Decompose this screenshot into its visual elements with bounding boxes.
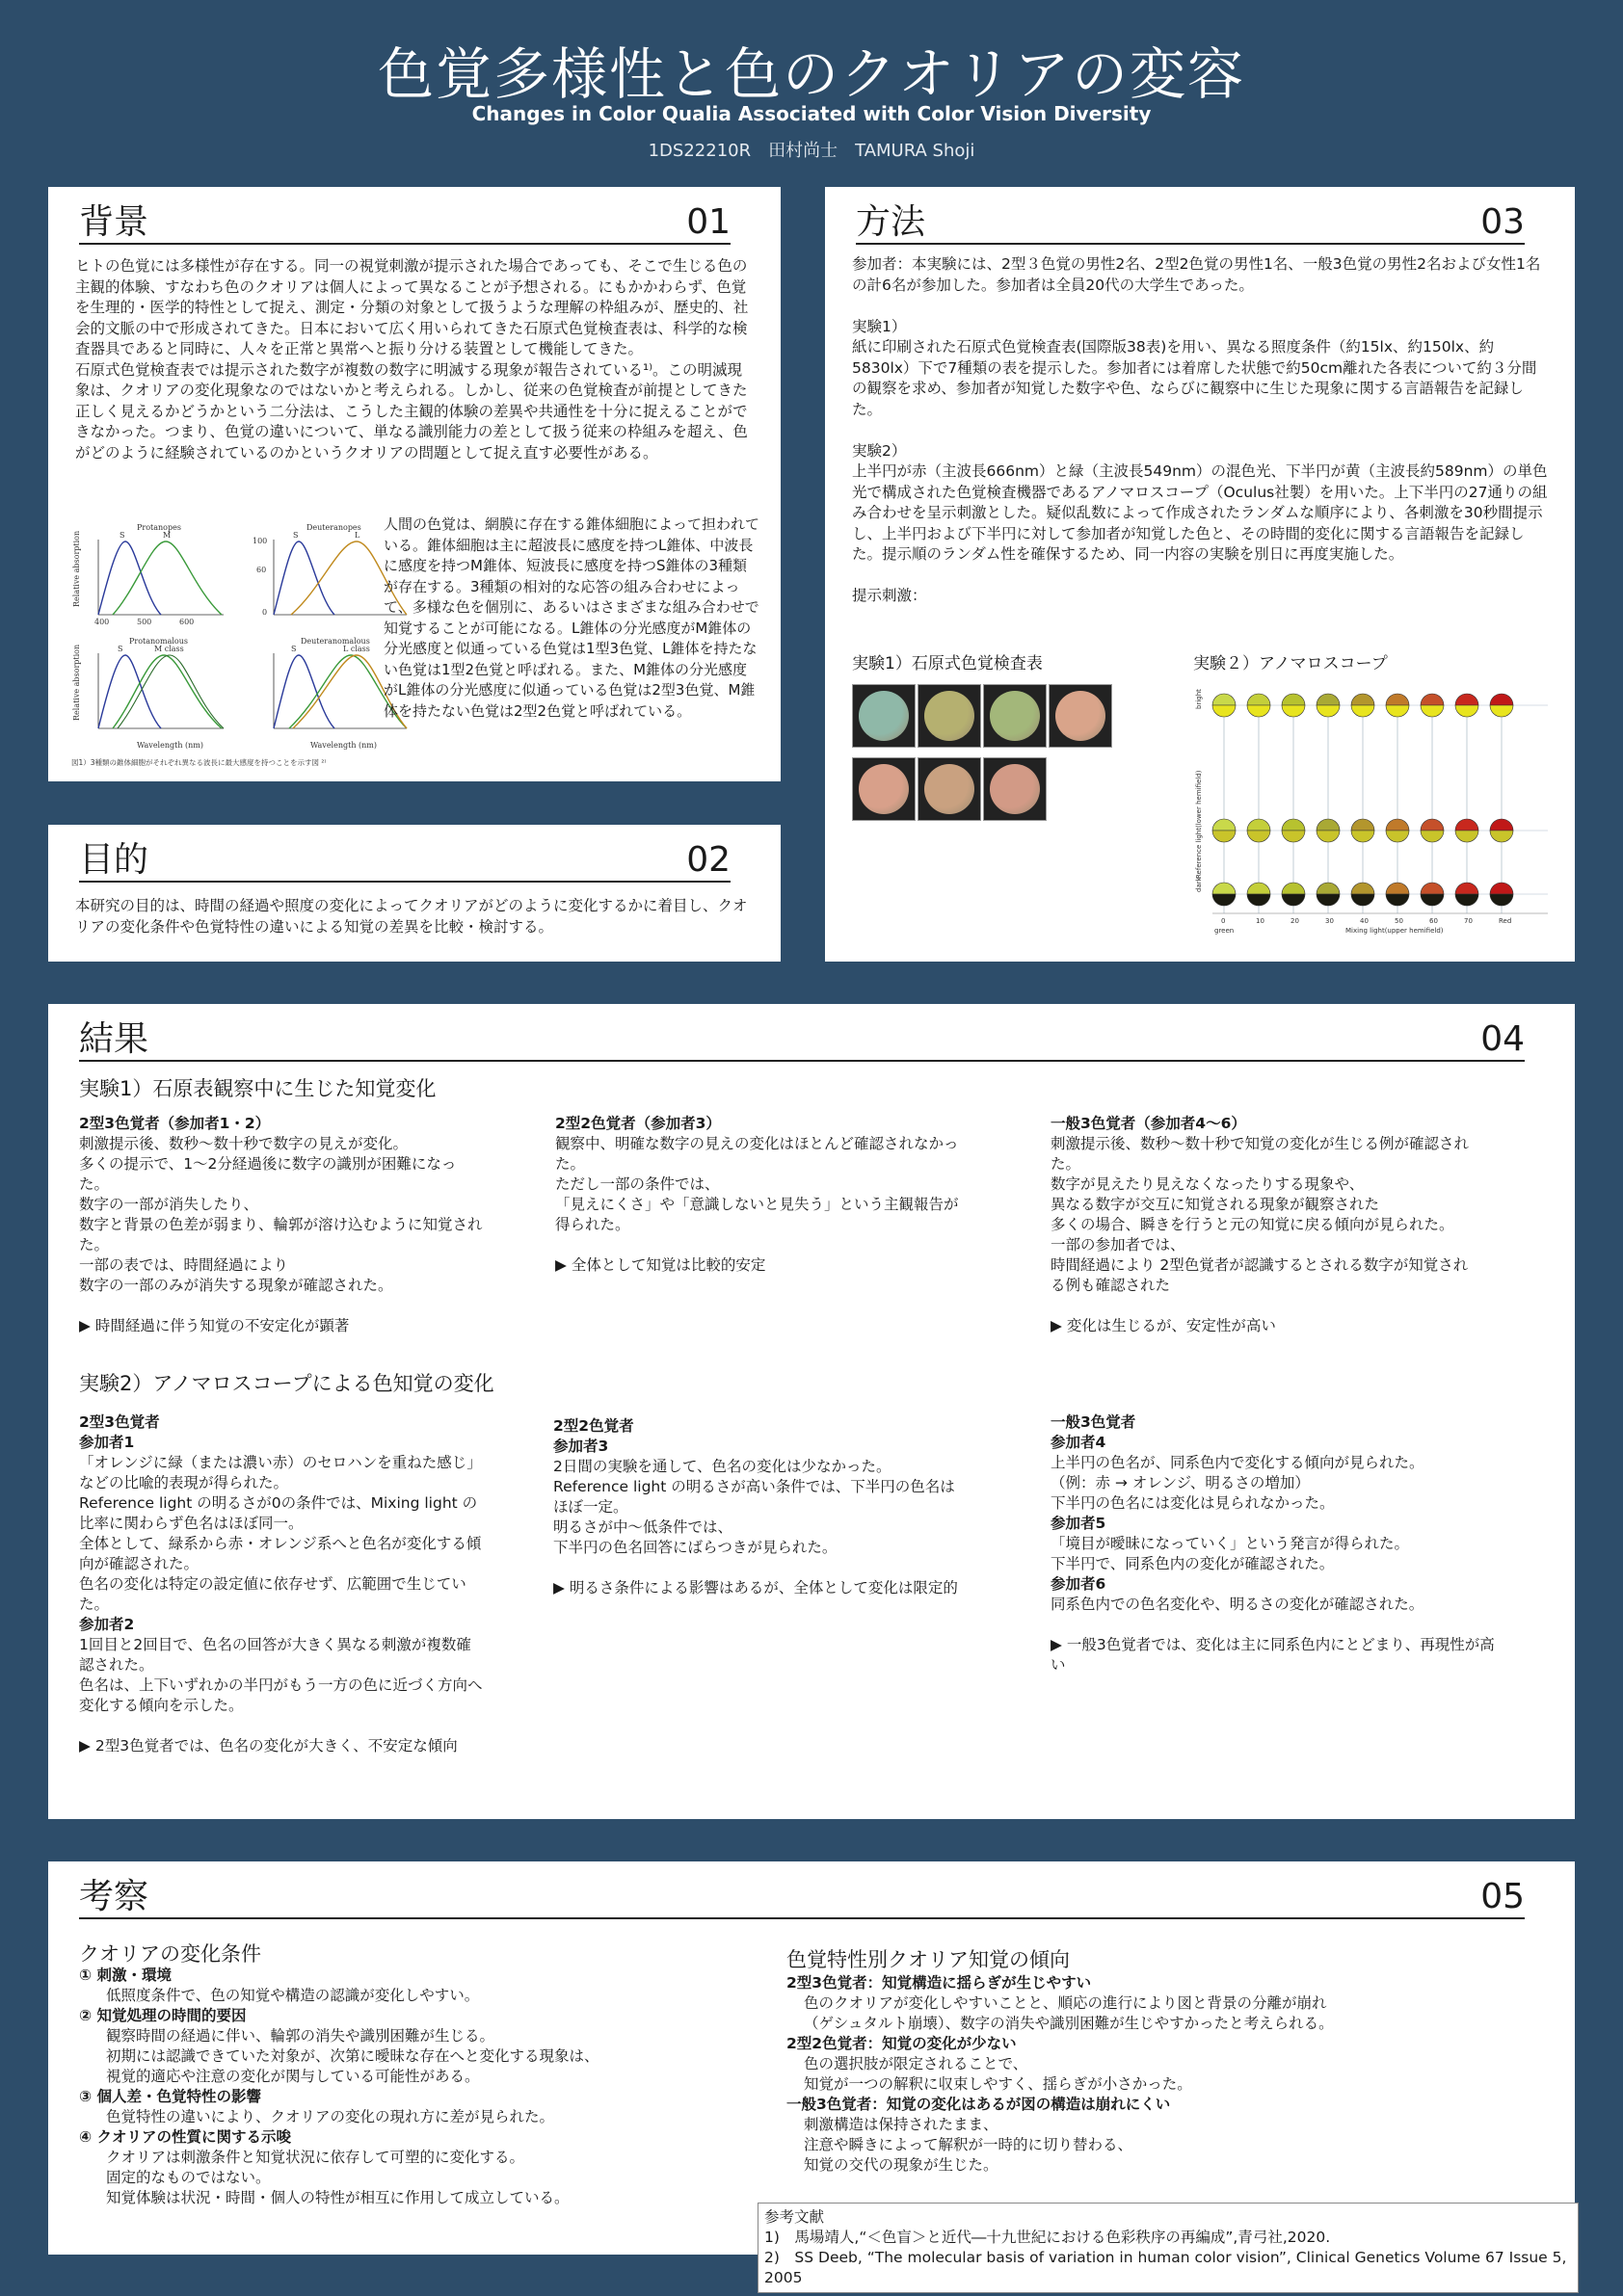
ishihara-plate (983, 684, 1047, 748)
purpose-panel (48, 825, 781, 962)
fig-curve-label: M (163, 531, 172, 540)
col-body: 刺激提示後、数秒～数十秒で知覚の変化が生じる例が確認された。 数字が見えたり見えなくなったりする現象や、 異なる数字が交互に知覚される現象が観察された 多くの場合、瞬きを行うと元の知覚に戻る傾向が見られた。 一部の参加者では、 時間経過により 2型色覚者が認識するとされる数字が知覚される例も確認された (1051, 1135, 1470, 1294)
poster-author: 1DS22210R 田村尚士 TAMURA Shoji (648, 141, 975, 161)
anomalo-upper-half (1455, 819, 1478, 831)
anomalo-upper-half (1455, 883, 1478, 894)
col-conclusion: ▶ 変化は生じるが、安定性が高い (1051, 1317, 1276, 1334)
anomalo-lower-half (1212, 831, 1236, 842)
discussion-panel (48, 1861, 1575, 2255)
participant-label: 参加者3 (553, 1438, 609, 1455)
anomalo-row-label: Reference light(lower hemifield) (1195, 770, 1203, 879)
fig-tick: 400 (94, 618, 110, 626)
fig-panel-title: Deuteranopes (306, 523, 361, 532)
anomalo-tick: 50 (1395, 917, 1403, 925)
anomaloscope-figure (1191, 676, 1557, 937)
anomalo-tick: 30 (1325, 917, 1334, 925)
anomalo-lower-half (1282, 894, 1305, 906)
anomalo-lower-half (1386, 894, 1409, 906)
anomalo-lower-half (1490, 705, 1513, 717)
fig-curve-label: L (355, 531, 360, 540)
anomalo-lower-half (1282, 705, 1305, 717)
fig-curve-label: L class (343, 645, 370, 653)
item-head: ① 刺激・環境 (79, 1966, 173, 1984)
col-conclusion: ▶ 全体として知覚は比較的安定 (555, 1256, 766, 1274)
section-title: 方法 (856, 202, 926, 242)
references-title: 参考文献 (764, 2208, 825, 2226)
fig-ylabel: Relative absorption (72, 530, 81, 607)
discussion-header (79, 1877, 1525, 1919)
section-number: 05 (1480, 1877, 1525, 1916)
section-number: 02 (686, 840, 731, 880)
anomalo-upper-half (1455, 694, 1478, 705)
section-title: 結果 (79, 1019, 149, 1059)
col-conclusion: ▶ 2型3色覚者では、色名の変化が大きく、不安定な傾向 (79, 1737, 458, 1755)
col-head: 2型3色覚者 (79, 1413, 160, 1431)
item-body: クオリアは刺激条件と知覚状況に依存して可塑的に変化する。 固定的なものではない。 知覚体験は状況・時間・個人の特性が相互に作用して成立している。 (106, 2149, 570, 2206)
background-text: ヒトの色覚には多様性が存在する。同一の視覚刺激が提示された場合であっても、そこで生じる色の主観的体験、すなわち色のクオリアは個人によって異なることが予想される。にもかかわらず、色覚を生理的・医学的特性として捉え、測定・分類の対象として扱うような理解の枠組みが、歴史的、社会的文脈の中で形成されてきた。日本において広く用いられてきた石原式色覚検査表は、科学的な検査器具であると同時に、人々を正常と異常へと振り分ける装置として機能してきた。 石原式色覚検査表では提示された数字が複数の数字に明滅する現象が報告されている¹⁾。この明滅現象は、クオリアの変化現象なのではないかと考えられる。しかし、従来の色覚検査が前提としてきた正しく見えるかどうかという二分法は、こうした主観的体験の差異や共通性を十分に捉えることができなかった。つまり、色覚の違いについて、単なる識別能力の差として扱う従来の枠組みを超え、色がどのように経験されているのかというクオリアの問題として捉え直す必要性がある。 (75, 257, 749, 462)
reference-item: 2) SS Deeb, “The molecular basis of variation in human color vision”, Clinical Genetics Volume 67 Issue 5, 2005 (764, 2249, 1567, 2286)
exp2-col-normal-trichromat (1051, 1412, 1503, 1676)
item-head: ④ クオリアの性質に関する示唆 (79, 2128, 292, 2146)
stim2-label: 実験２）アノマロスコープ (1193, 654, 1388, 673)
fig-tick: 100 (253, 537, 268, 545)
ishihara-plate (852, 757, 916, 821)
plate-dot (859, 691, 909, 741)
ishihara-plate (1049, 684, 1112, 748)
exp2-col-type2-trichromat (79, 1412, 484, 1756)
discussion-left-list (79, 1966, 754, 2208)
anomalo-lower-half (1351, 705, 1374, 717)
section-title: 考察 (79, 1877, 149, 1916)
anomalo-upper-half (1421, 883, 1444, 894)
section-number: 04 (1480, 1019, 1525, 1059)
participant-body: 1回目と2回目で、色名の回答が大きく異なる刺激が複数確認された。 色名は、上下いずれかの半円がもう一方の色に近づく方向へ変化する傾向を示した。 (79, 1636, 483, 1714)
col-head: 一般3色覚者 (1051, 1413, 1136, 1431)
plate-dot (1055, 691, 1105, 741)
purpose-text: 本研究の目的は、時間の経過や照度の変化によってクオリアがどのように変化するかに着目し、クオリアの変化条件や色覚特性の違いによる知覚の差異を比較・検討する。 (75, 897, 748, 936)
participant-body: 上半円の色名が、同系色内で変化する傾向が見られた。 （例：赤 → オレンジ、明るさの増加） 下半円の色名には変化は見られなかった。 (1051, 1454, 1424, 1512)
anomalo-lower-half (1317, 831, 1340, 842)
anomalo-row-label: dark (1195, 877, 1203, 892)
col-conclusion: ▶ 時間経過に伴う知覚の不安定化が顕著 (79, 1317, 350, 1334)
participant-body: 2日間の実験を通して、色名の変化は少なかった。 Reference light の明るさが高い条件では、下半円の色名はほぼ一定。 明るさが中～低条件では、 下半円の色名回答にばらつきが見られた。 (553, 1458, 955, 1556)
fig-tick: 60 (256, 566, 267, 574)
participant-body: 「オレンジに緑（または濃い赤）のセロハンを重ねた感じ」などの比喩的表現が得られた。 Reference light の明るさが0の条件では、Mixing light の比率に関わらず色名はほぼ同一。 全体として、緑系から赤・オレンジ系へと色名が変化する傾向が確認された。 色名の変化は特定の設定値に依存せず、広範囲で生じていた。 (79, 1454, 482, 1613)
anomalo-upper-half (1282, 883, 1305, 894)
col-body: 観察中、明確な数字の見えの変化はほとんど確認されなかった。 ただし一部の条件では、 「見えにくさ」や「意識しないと見失う」という主観報告が得られた。 (555, 1135, 959, 1233)
purpose-header (79, 840, 731, 883)
item-body: 低照度条件で、色の知覚や構造の認識が変化しやすい。 (106, 1987, 480, 2004)
reference-item: 1) 馬場靖人,“＜色盲＞と近代―十九世紀における色彩秩序の再編成”,青弓社,2020. (764, 2229, 1331, 2246)
anomalo-lower-half (1455, 705, 1478, 717)
anomalo-upper-half (1282, 819, 1305, 831)
discussion-right-list (786, 1973, 1548, 2176)
references-box (758, 2203, 1579, 2293)
exp2-title: 実験2）アノマロスコープによる色知覚の変化 (79, 1372, 494, 1395)
anomalo-tick: 10 (1256, 917, 1264, 925)
anomalo-upper-half (1212, 694, 1236, 705)
item-head: 2型2色覚者：知覚の変化が少ない (786, 2035, 1017, 2052)
anomalo-lower-half (1455, 831, 1478, 842)
col-conclusion: ▶ 明るさ条件による影響はあるが、全体として変化は限定的 (553, 1579, 958, 1597)
item-head: ② 知覚処理の時間的要因 (79, 2007, 247, 2024)
results-panel (48, 1004, 1575, 1819)
fig-panel-title: Deuteranomalous (301, 637, 370, 646)
fig-panel-title: Protanopes (137, 523, 181, 532)
ishihara-plate (918, 684, 981, 748)
item-body: 観察時間の経過に伴い、輪郭の消失や識別困難が生じる。 初期には認識できていた対象が、次第に曖昧な存在へと変化する現象は、 視覚的適応や注意の変化が関与している可能性がある。 (106, 2027, 599, 2085)
ishihara-plate (918, 757, 981, 821)
section-number: 03 (1480, 202, 1525, 242)
anomalo-upper-half (1317, 694, 1340, 705)
poster-title: 色覚多様性と色のクオリアの変容 (377, 41, 1245, 107)
discussion-left-title: クオリアの変化条件 (79, 1942, 261, 1966)
fig-panel-title: Protanomalous (129, 637, 188, 646)
background-panel (48, 187, 781, 781)
discussion-right-title: 色覚特性別クオリア知覚の傾向 (786, 1948, 1070, 1971)
item-head: 一般3色覚者：知覚の変化はあるが図の構造は崩れにくい (786, 2096, 1171, 2113)
anomalo-tick: 60 (1429, 917, 1438, 925)
anomalo-upper-half (1421, 819, 1444, 831)
anomalo-upper-half (1490, 883, 1513, 894)
anomalo-upper-half (1212, 819, 1236, 831)
fig-xlabel: Wavelength (nm) (137, 741, 204, 750)
fig-curve-label: S (293, 531, 299, 540)
section-number: 01 (686, 202, 731, 242)
anomalo-xlabel: Mixing light(upper hemifield) (1345, 927, 1444, 935)
participant-body: 同系色内での色名変化や、明るさの変化が確認された。 (1051, 1596, 1424, 1613)
ishihara-plate (852, 684, 916, 748)
exp1-col-normal-trichromat (1051, 1114, 1475, 1336)
fig-curve-label: S (120, 531, 125, 540)
fig-xlabel: Wavelength (nm) (310, 741, 378, 750)
item-head: 2型3色覚者：知覚構造に揺らぎが生じやすい (786, 1974, 1092, 1992)
anomalo-lower-half (1455, 894, 1478, 906)
anomalo-tick: 40 (1360, 917, 1369, 925)
results-header (79, 1019, 1525, 1062)
cone-sensitivity-figure (69, 520, 426, 773)
anomalo-row-label: bright (1195, 689, 1203, 709)
exp1-col-type2-trichromat (79, 1114, 484, 1336)
participant-label: 参加者4 (1051, 1434, 1106, 1451)
anomalo-lower-half (1490, 894, 1513, 906)
anomalo-upper-half (1351, 883, 1374, 894)
fig-curve-label: S (118, 645, 123, 653)
participant-label: 参加者1 (79, 1434, 135, 1451)
background-header (79, 202, 731, 245)
fig-caption: 図1）3種類の錐体細胞がそれぞれ異なる波長に最大感度を持つことを示す図 ²⁾ (71, 758, 327, 767)
anomalo-upper-half (1386, 694, 1409, 705)
col-head: 2型2色覚者 (553, 1417, 634, 1435)
anomalo-upper-half (1317, 883, 1340, 894)
section-title: 背景 (79, 202, 149, 242)
fig-curve-label: S (291, 645, 297, 653)
item-body: 色のクオリアが変化しやすいことと、順応の進行により図と背景の分離が崩れ （ゲシュタルト崩壊）、数字の消失や識別困難が生じやすかったと考えられる。 (804, 1994, 1334, 2032)
anomalo-lower-half (1386, 831, 1409, 842)
anomalo-x-left: green (1214, 927, 1235, 935)
anomalo-upper-half (1282, 694, 1305, 705)
anomalo-lower-half (1421, 831, 1444, 842)
participant-body: 「境目が曖昧になっていく」という発言が得られた。 下半円で、同系色内の変化が確認された。 (1051, 1535, 1410, 1572)
plate-dot (990, 764, 1040, 814)
anomalo-lower-half (1317, 894, 1340, 906)
method-text: 参加者：本実験には、2型３色覚の男性2名、2型2色覚の男性1名、一般3色覚の男性2名および女性1名の計6名が参加した。参加者は全員20代の大学生であった。 実験1） 紙に印刷された石原式色覚検査表(国際版38表)を用い、異なる照度条件（約15lx、約150lx、約5830lx）下で7種類の表を提示した。参加者には着席した状態で約50cm離れた各表について約３分間の観察を求め、参加者が知覚した数字や色、ならびに観察中に生じた現象に関する言語報告を記録した。 実験2） 上半円が赤（主波長666nm）と緑（主波長549nm）の混色光、下半円が黄（主波長約589nm）の単色光で構成された色覚検査機器であるアノマロスコープ（Oculus社製）を用いた。上下半円の27通りの組み合わせを呈示刺激とした。疑似乱数によって作成されたランダムな順序により、各刺激を30秒間提示し、上半円および下半円に対して参加者が知覚した色と、その時間的変化に関する言語報告を記録した。提示順のランダム性を確保するため、同一内容の実験を別日に再度実施した。 提示刺激： (852, 255, 1548, 604)
plate-dot (990, 691, 1040, 741)
anomalo-upper-half (1351, 819, 1374, 831)
anomalo-upper-half (1317, 819, 1340, 831)
anomalo-upper-half (1247, 883, 1270, 894)
anomalo-lower-half (1317, 705, 1340, 717)
participant-label: 参加者6 (1051, 1575, 1106, 1593)
item-body: 色の選択肢が限定されることで、 知覚が一つの解釈に収束しやすく、揺らぎが小さかった。 (804, 2055, 1192, 2093)
ishihara-plate (983, 757, 1047, 821)
anomalo-upper-half (1247, 694, 1270, 705)
fig-tick: 0 (262, 608, 268, 617)
anomalo-lower-half (1212, 894, 1236, 906)
col-body: 刺激提示後、数秒～数十秒で数字の見えが変化。 多くの提示で、1～2分経過後に数字の識別が困難になった。 数字の一部が消失したり、 数字と背景の色差が弱まり、輪郭が溶け込むように知覚された。 一部の表では、時間経過により 数字の一部のみが消失する現象が確認された。 (79, 1135, 483, 1294)
cone-explanation-text: 人間の色覚は、網膜に存在する錐体細胞によって担われている。錐体細胞は主に超波長に感度を持つL錐体、中波長に感度を持つM錐体、短波長に感度を持つS錐体の3種類が存在する。3種類の相対的な応答の組み合わせによって、多様な色を個別に、あるいはさまざまな組み合わせで知覚することが可能になる。L錐体の分光感度がM錐体の分光感度と似通っている色覚は1型3色覚、L錐体を持たない色覚は1型2色覚と呼ばれる。また、M錐体の分光感度がL錐体の分光感度に似通っている色覚は2型3色覚、M錐体を持たない色覚は2型2色覚と呼ばれている。 (384, 515, 760, 720)
anomalo-lower-half (1421, 705, 1444, 717)
stim1-label: 実験1）石原式色覚検査表 (852, 654, 1043, 673)
section-title: 目的 (79, 840, 149, 880)
poster-subtitle: Changes in Color Qualia Associated with Color Vision Diversity (471, 102, 1152, 125)
exp1-title: 実験1）石原表観察中に生じた知覚変化 (79, 1077, 437, 1100)
anomalo-tick: Red (1499, 917, 1512, 925)
plate-dot (924, 691, 974, 741)
anomalo-upper-half (1247, 819, 1270, 831)
anomalo-upper-half (1351, 694, 1374, 705)
exp2-col-type2-dichromat (553, 1416, 970, 1598)
anomalo-upper-half (1212, 883, 1236, 894)
method-panel (825, 187, 1575, 962)
anomalo-tick: 0 (1221, 917, 1226, 925)
exp1-col-type2-dichromat (555, 1114, 970, 1276)
anomalo-tick: 70 (1464, 917, 1473, 925)
anomalo-upper-half (1490, 819, 1513, 831)
col-head: 一般3色覚者（参加者4～6） (1051, 1115, 1246, 1132)
anomalo-lower-half (1351, 831, 1374, 842)
anomalo-lower-half (1247, 831, 1270, 842)
plate-dot (924, 764, 974, 814)
anomalo-lower-half (1247, 894, 1270, 906)
anomalo-upper-half (1421, 694, 1444, 705)
item-body: 刺激構造は保持されたまま、 注意や瞬きによって解釈が一時的に切り替わる、 知覚の交代の現象が生じた。 (804, 2116, 1133, 2174)
ishihara-plates (852, 684, 1122, 829)
item-head: ③ 個人差・色覚特性の影響 (79, 2088, 262, 2105)
anomalo-lower-half (1386, 705, 1409, 717)
anomalo-lower-half (1212, 705, 1236, 717)
anomalo-upper-half (1490, 694, 1513, 705)
method-header (856, 202, 1525, 245)
fig-curve-label: M class (154, 645, 184, 653)
anomalo-upper-half (1386, 819, 1409, 831)
col-head: 2型2色覚者（参加者3） (555, 1115, 721, 1132)
fig-tick: 600 (179, 618, 195, 626)
anomalo-lower-half (1490, 831, 1513, 842)
participant-label: 参加者2 (79, 1616, 135, 1633)
fig-tick: 500 (137, 618, 152, 626)
item-body: 色覚特性の違いにより、クオリアの変化の現れ方に差が見られた。 (106, 2108, 555, 2125)
col-head: 2型3色覚者（参加者1・2） (79, 1115, 271, 1132)
fig-ylabel: Relative absorption (72, 644, 81, 721)
anomalo-lower-half (1247, 705, 1270, 717)
anomalo-upper-half (1386, 883, 1409, 894)
participant-label: 参加者5 (1051, 1515, 1106, 1532)
plate-dot (859, 764, 909, 814)
anomalo-lower-half (1351, 894, 1374, 906)
col-conclusion: ▶ 一般3色覚者では、変化は主に同系色内にとどまり、再現性が高い (1051, 1636, 1495, 1674)
anomalo-lower-half (1421, 894, 1444, 906)
anomalo-tick: 20 (1290, 917, 1299, 925)
anomalo-lower-half (1282, 831, 1305, 842)
